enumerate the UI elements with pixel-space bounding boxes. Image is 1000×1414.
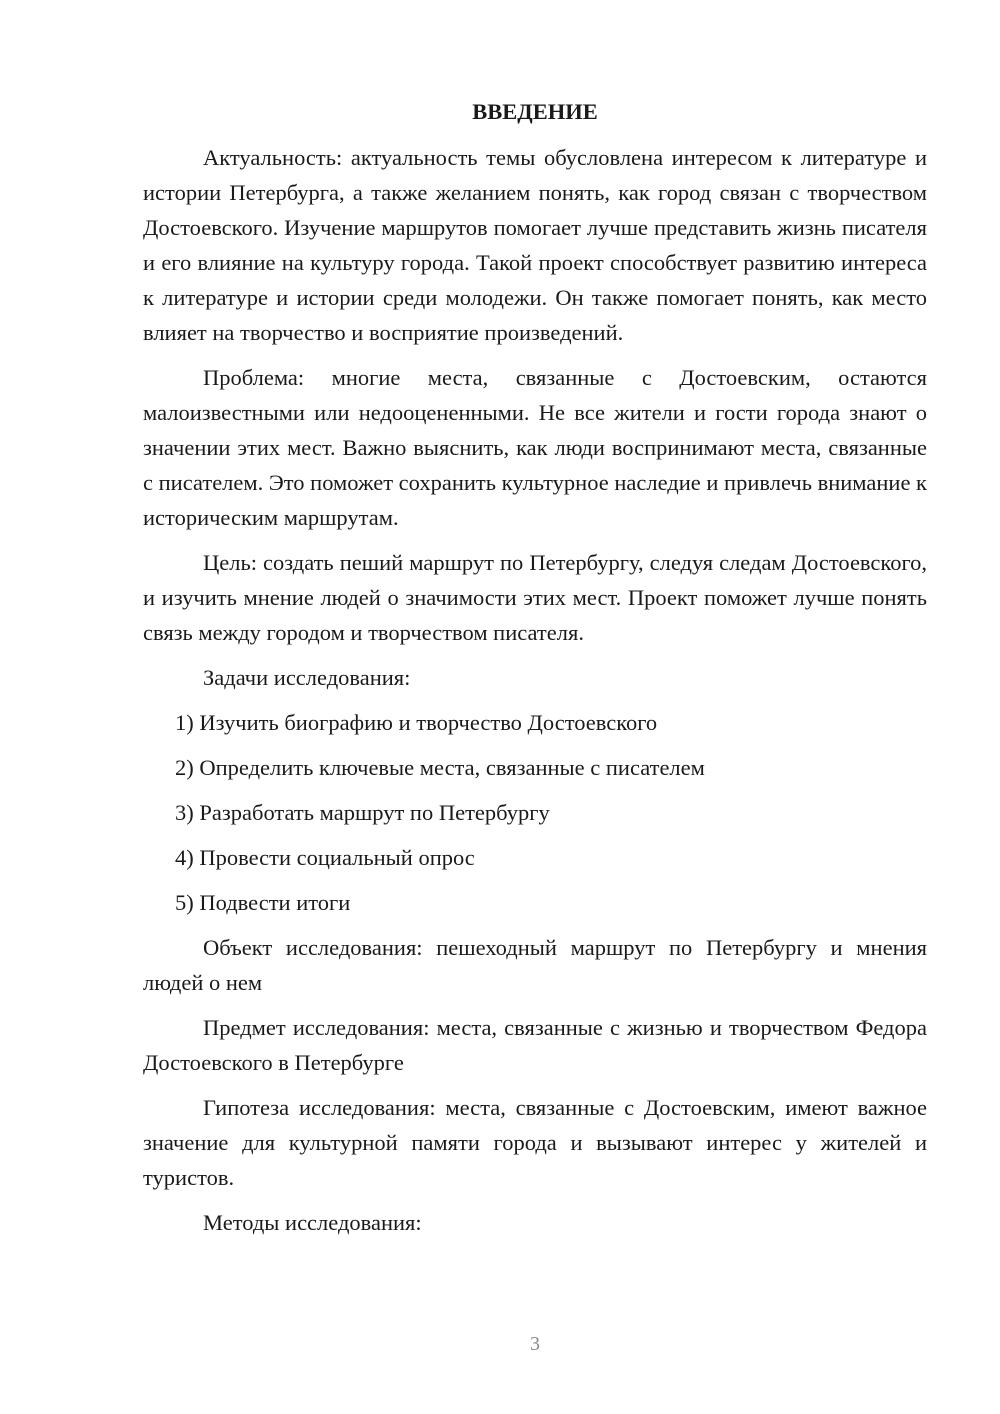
goal-paragraph: Цель: создать пеший маршрут по Петербургу, следуя следам Достоевского, и изучить мнение людей о значимости этих мест. Проект поможет лучше понять связь между городом и творчеством писателя. <box>143 550 927 645</box>
page-number: 3 <box>530 1333 540 1355</box>
list-item: 1) Изучить биографию и творчество Достоевского <box>175 710 658 735</box>
relevance-paragraph: Актуальность: актуальность темы обусловлена интересом к литературе и истории Петербурга, а также желанием понять, как город связан с творчеством Достоевского. Изучение маршрутов помогает лучше представить жизнь писателя и его влияние на культуру города. Такой проект способствует развитию интереса к литературе и истории среди молодежи. Он также помогает понять, как место влияет на творчество и восприятие произведений. <box>143 145 927 345</box>
tasks-title: Задачи исследования: <box>203 665 411 690</box>
list-item: 3) Разработать маршрут по Петербургу <box>175 800 550 825</box>
hypothesis-paragraph: Гипотеза исследования: места, связанные с Достоевским, имеют важное значение для культурной памяти города и вызывают интерес у жителей и туристов. <box>143 1095 927 1190</box>
object-paragraph: Объект исследования: пешеходный маршрут по Петербургу и мнения людей о нем <box>143 935 927 995</box>
list-item: 5) Подвести итоги <box>175 890 351 915</box>
section-heading: ВВЕДЕНИЕ <box>472 99 598 124</box>
document-page <box>143 94 927 1250</box>
tasks-list <box>143 705 927 920</box>
methods-title: Методы исследования: <box>203 1210 422 1235</box>
problem-paragraph: Проблема: многие места, связанные с Достоевским, остаются малоизвестными или недооцененными. Не все жители и гости города знают о значении этих мест. Важно выяснить, как люди воспринимают места, связанные с писателем. Это поможет сохранить культурное наследие и привлечь внимание к историческим маршрутам. <box>143 365 927 530</box>
subject-paragraph: Предмет исследования: места, связанные с жизнью и творчеством Федора Достоевского в Петербурге <box>143 1015 927 1075</box>
list-item: 4) Провести социальный опрос <box>175 845 475 870</box>
list-item: 2) Определить ключевые места, связанные с писателем <box>175 755 705 780</box>
